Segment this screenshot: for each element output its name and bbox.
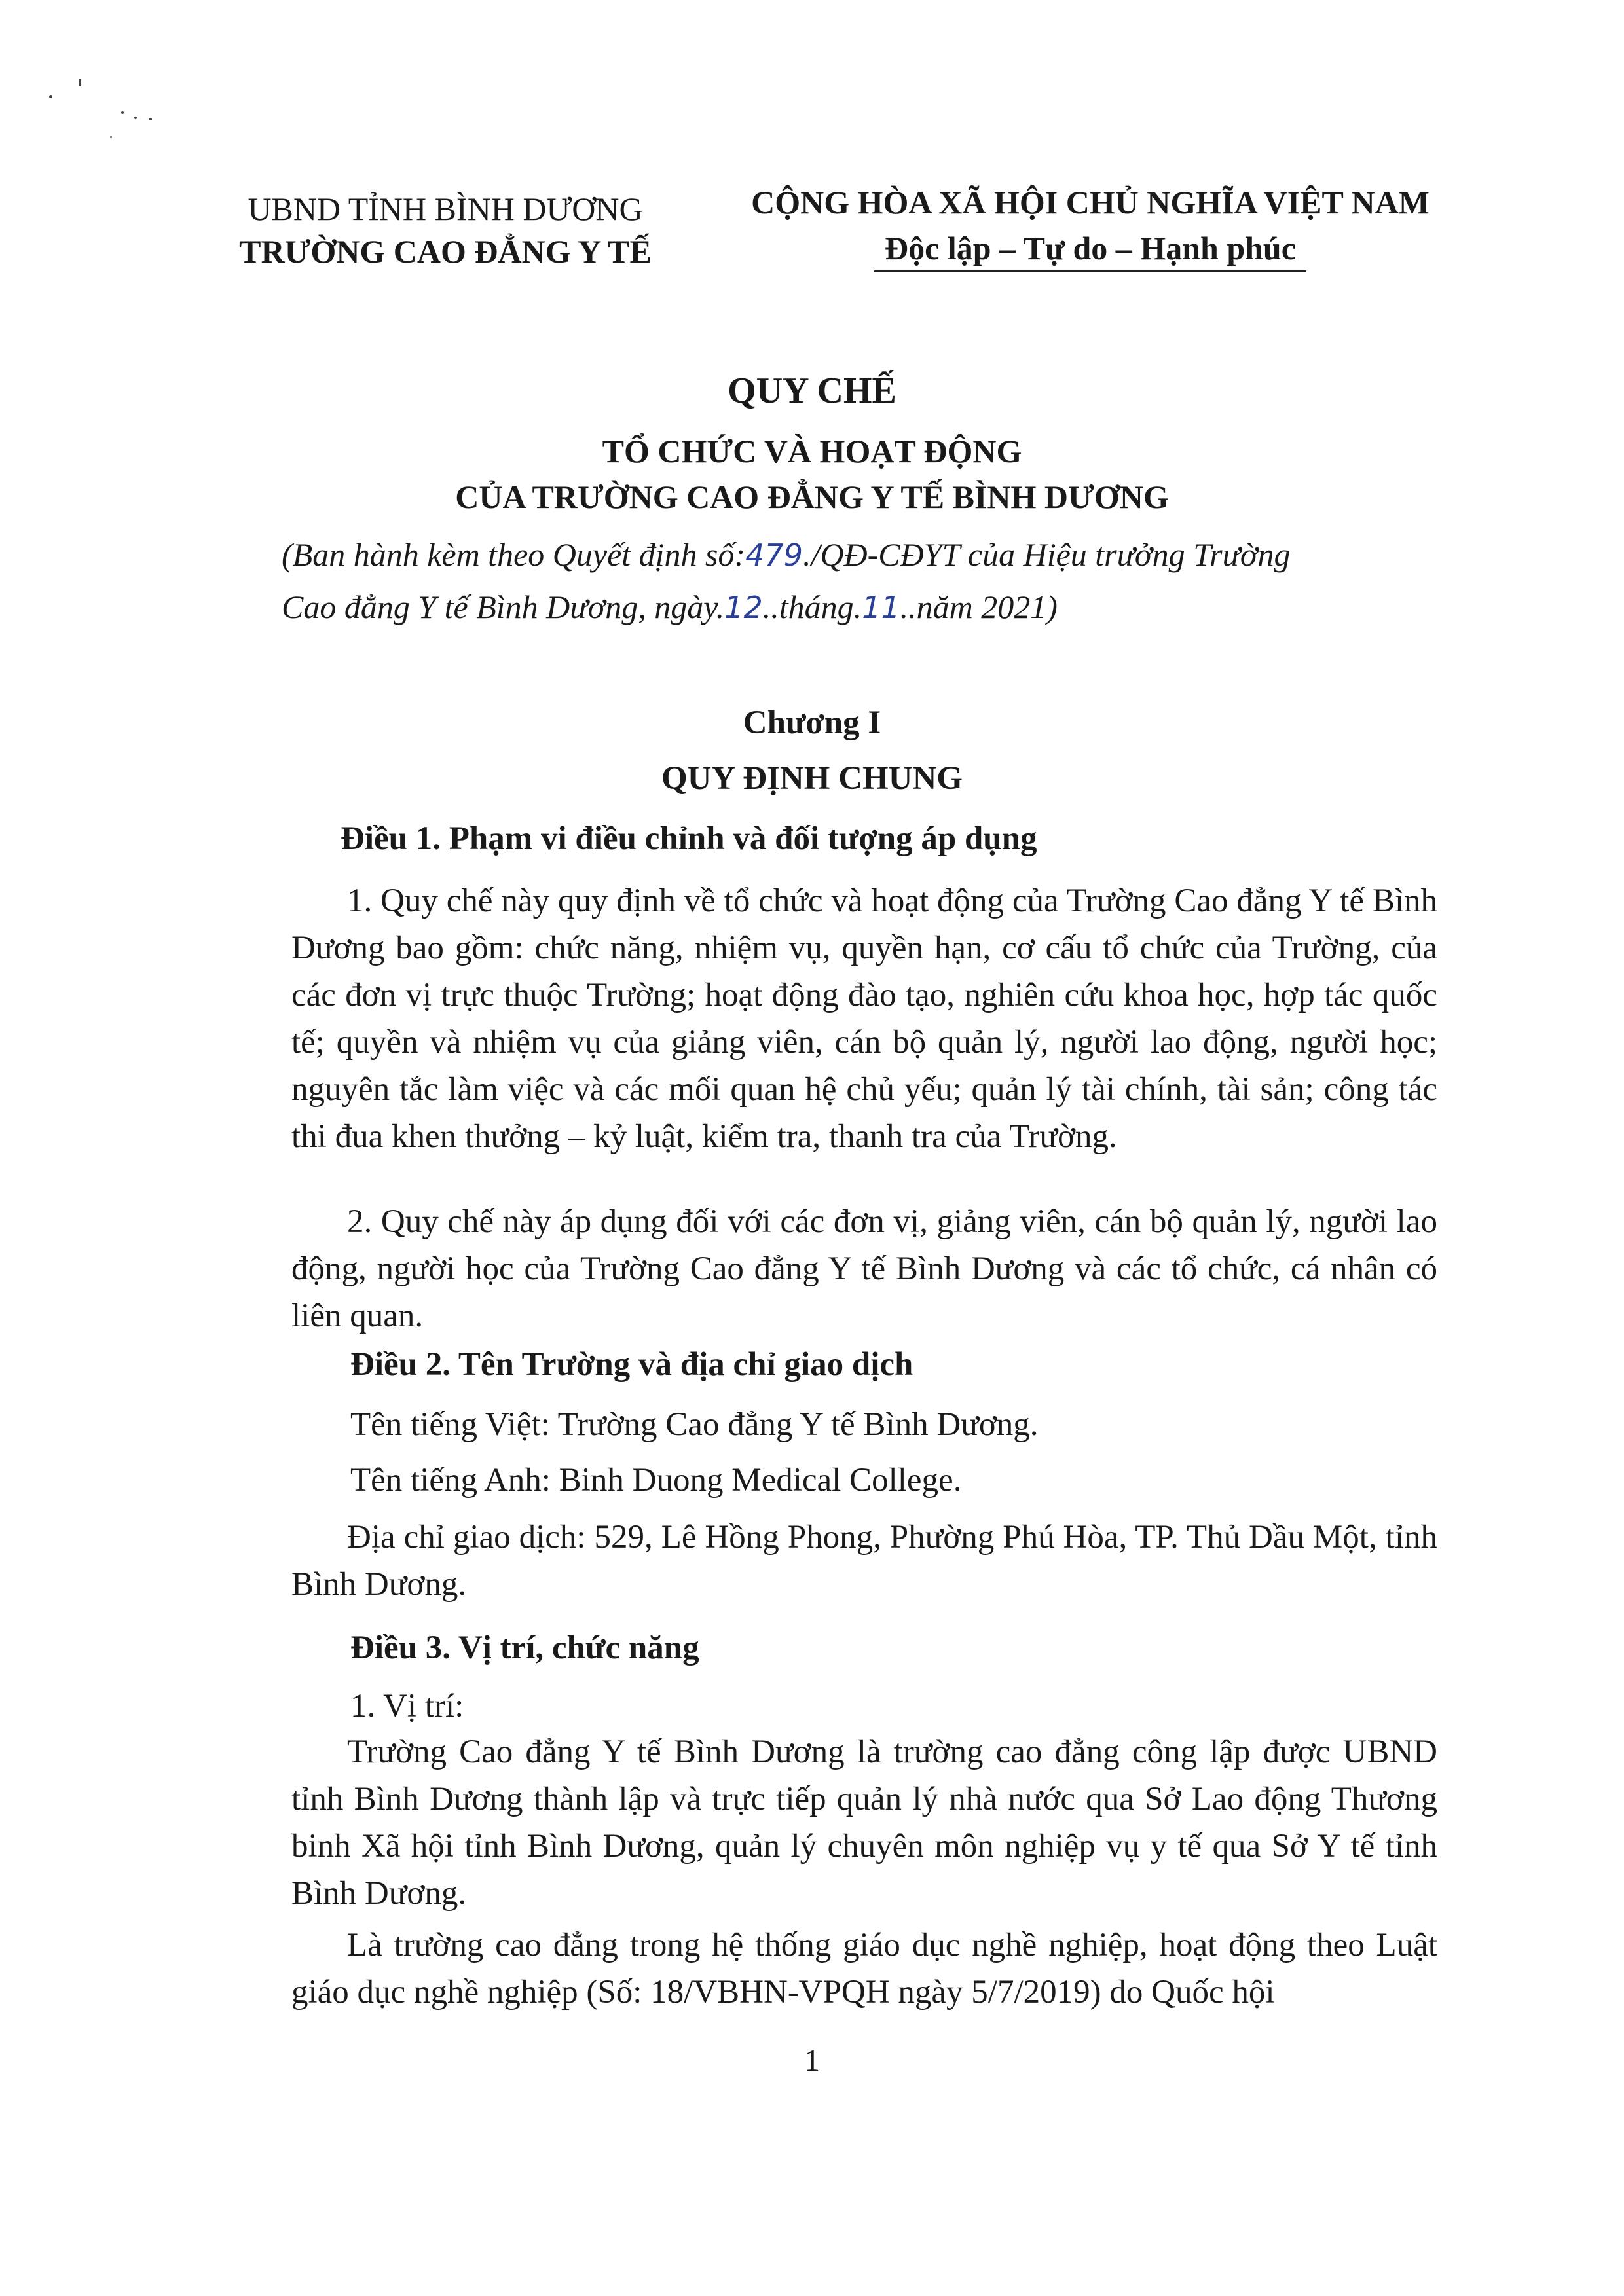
decree-line-1 <box>282 536 1291 574</box>
decree-text-2: /QĐ-CĐYT của Hiệu trưởng Trường <box>811 536 1291 573</box>
article-1-paragraph-1-text: 1. Quy chế này quy định về tổ chức và hoạt động của Trường Cao đẳng Y tế Bình Dương bao gồm: chức năng, nhiệm vụ, quyền hạn, cơ cấu tổ chức của Trường, của các đơn vị trực thuộc Trường; hoạt động đào tạo, nghiên cứu khoa học, hợp tác quốc tế; quyền và nhiệm vụ của giảng viên, cán bộ quản lý, người lao động, người học; nguyên tắc làm việc và các mối quan hệ chủ yếu; quản lý tài chính, tài sản; công tác thi đua khen thưởng – kỷ luật, kiểm tra, thanh tra của Trường. <box>291 883 1437 1155</box>
scan-speck <box>49 95 52 98</box>
article-1-heading: Điều 1. Phạm vi điều chỉnh và đối tượng áp dụng <box>341 820 1037 857</box>
article-3-heading: Điều 3. Vị trí, chức năng <box>350 1630 699 1666</box>
header-motto: Độc lập – Tự do – Hạnh phúc <box>885 230 1296 266</box>
chapter-label: Chương I <box>743 704 881 741</box>
article-2-heading: Điều 2. Tên Trường và địa chỉ giao dịch <box>350 1346 913 1383</box>
decree-text-4: tháng <box>779 589 854 625</box>
header-authority: UBND TỈNH BÌNH DƯƠNG <box>248 191 643 227</box>
decree-day-handwritten: 12 <box>724 590 763 625</box>
scan-speck <box>121 111 124 114</box>
article-3-paragraph-1 <box>291 1728 1437 1917</box>
article-3-paragraph-2-text: Là trường cao đẳng trong hệ thống giáo dục nghề nghiệp, hoạt động theo Luật giáo dục nghề nghiệp (Số: 18/VBHN-VPQH ngày 5/7/2019) do Quốc hội <box>291 1927 1437 2011</box>
decree-line-2: Cao đẳng Y tế Bình Dương, ngày.12..tháng.11..năm 2021) <box>282 589 1058 625</box>
chapter-name: QUY ĐỊNH CHUNG <box>661 760 963 797</box>
document-title: QUY CHẾ <box>728 371 896 411</box>
page-number: 1 <box>804 2043 820 2078</box>
scan-speck <box>110 136 112 138</box>
document-subtitle-1: TỔ CHỨC VÀ HOẠT ĐỘNG <box>602 433 1022 469</box>
decree-text-5: năm 2021) <box>916 589 1058 625</box>
article-3-sub-1: 1. Vị trí: <box>350 1688 464 1724</box>
decree-text-3: Cao đẳng Y tế Bình Dương, ngày <box>282 589 716 625</box>
article-1-paragraph-2-text: 2. Quy chế này áp dụng đối với các đơn vị, giảng viên, cán bộ quản lý, người lao động, người học của Trường Cao đẳng Y tế Bình Dương và các tổ chức, cá nhân có liên quan. <box>291 1203 1437 1334</box>
decree-text-1: (Ban hành kèm theo Quyết định số: <box>282 536 746 573</box>
article-1-paragraph-2 <box>291 1198 1437 1339</box>
article-2-vn-name: Tên tiếng Việt: Trường Cao đẳng Y tế Bình Dương. <box>350 1406 1039 1443</box>
header-school: TRƯỜNG CAO ĐẲNG Y TẾ <box>239 233 652 270</box>
article-1-paragraph-1 <box>291 877 1437 1160</box>
article-2-address-text: Địa chỉ giao dịch: 529, Lê Hồng Phong, Phường Phú Hòa, TP. Thủ Dầu Một, tỉnh Bình Dương. <box>291 1519 1437 1603</box>
motto-underline <box>874 270 1306 272</box>
scan-speck <box>149 118 152 120</box>
decree-dots: . <box>802 536 811 573</box>
article-2-en-name: Tên tiếng Anh: Binh Duong Medical College. <box>350 1462 962 1499</box>
header-country: CỘNG HÒA XÃ HỘI CHỦ NGHĨA VIỆT NAM <box>751 184 1430 221</box>
decree-number-handwritten: 479 <box>745 538 803 573</box>
decree-month-handwritten: 11 <box>862 590 900 625</box>
scan-speck <box>79 79 81 86</box>
document-subtitle-2: CỦA TRƯỜNG CAO ĐẲNG Y TẾ BÌNH DƯƠNG <box>455 479 1169 515</box>
article-2-address <box>291 1514 1437 1608</box>
article-3-paragraph-2 <box>291 1922 1437 2016</box>
article-3-paragraph-1-text: Trường Cao đẳng Y tế Bình Dương là trường cao đẳng công lập được UBND tỉnh Bình Dương thành lập và trực tiếp quản lý nhà nước qua Sở Lao động Thương binh Xã hội tỉnh Bình Dương, quản lý chuyên môn nghiệp vụ y tế qua Sở Y tế tỉnh Bình Dương. <box>291 1734 1437 1912</box>
scan-speck <box>134 117 137 119</box>
